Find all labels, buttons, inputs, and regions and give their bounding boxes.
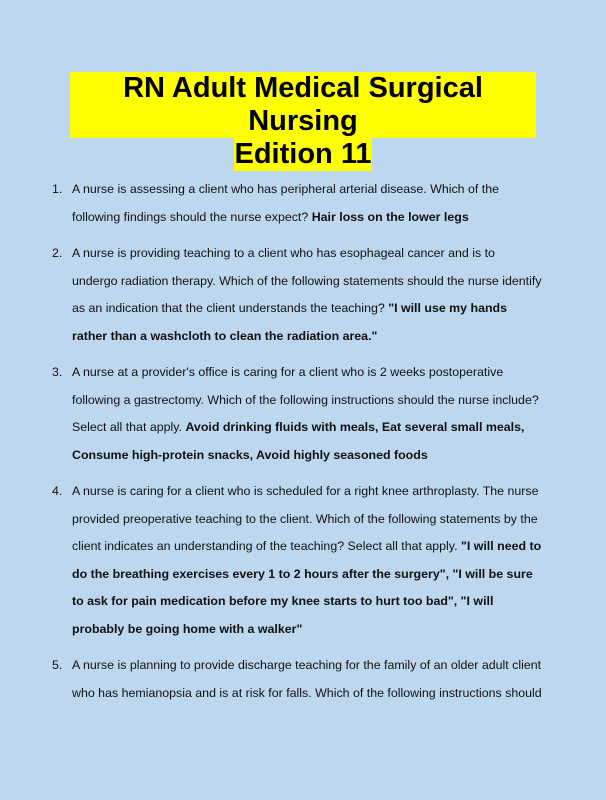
- question-item-1: [52, 176, 542, 231]
- question-number: 2.: [52, 246, 63, 260]
- question-text: A nurse is assessing a client who has peripheral arterial disease. Which of the following findings should the nurse expect?: [72, 182, 500, 224]
- question-item-4: [52, 478, 542, 643]
- question-text: A nurse is providing teaching to a client who has esophageal cancer and is to undergo radiation therapy. Which of the following statements should the nurse identify as an indication that the client understands the teaching?: [72, 246, 542, 315]
- question-text: A nurse at a provider's office is caring for a client who is 2 weeks postoperative following a gastrectomy. Which of the following instructions should the nurse include? Select all that apply.: [72, 365, 539, 434]
- question-item-5: [52, 652, 542, 707]
- question-item-3: [52, 359, 542, 469]
- document-title: [70, 72, 536, 170]
- question-text: A nurse is caring for a client who is scheduled for a right knee arthroplasty. The nurse provided preoperative teaching to the client. Which of the following statements by the client indicates an understanding of the teaching? Select all that apply.: [72, 484, 539, 553]
- question-item-2: [52, 240, 542, 350]
- question-number: 5.: [52, 658, 63, 672]
- title-line-1: RN Adult Medical Surgical Nursing: [70, 72, 536, 138]
- question-number: 3.: [52, 365, 63, 379]
- question-answer: Avoid drinking fluids with meals, Eat several small meals, Consume high-protein snacks, Avoid highly seasoned foods: [72, 420, 525, 462]
- question-text: A nurse is planning to provide discharge teaching for the family of an older adult client who has hemianopsia and is at risk for falls. Which of the following instructions should: [72, 658, 542, 700]
- question-number: 4.: [52, 484, 63, 498]
- question-number: 1.: [52, 182, 63, 196]
- question-answer: Hair loss on the lower legs: [311, 209, 469, 224]
- title-line-2: Edition 11: [234, 138, 372, 170]
- question-answer: "I will use my hands rather than a washcloth to clean the radiation area.": [72, 301, 508, 343]
- question-answer: "I will need to do the breathing exercises every 1 to 2 hours after the surgery", "I will be sure to ask for pain medication before my knee starts to hurt too bad", "I will probably be going home with a walker": [72, 539, 542, 636]
- question-list: [52, 176, 542, 716]
